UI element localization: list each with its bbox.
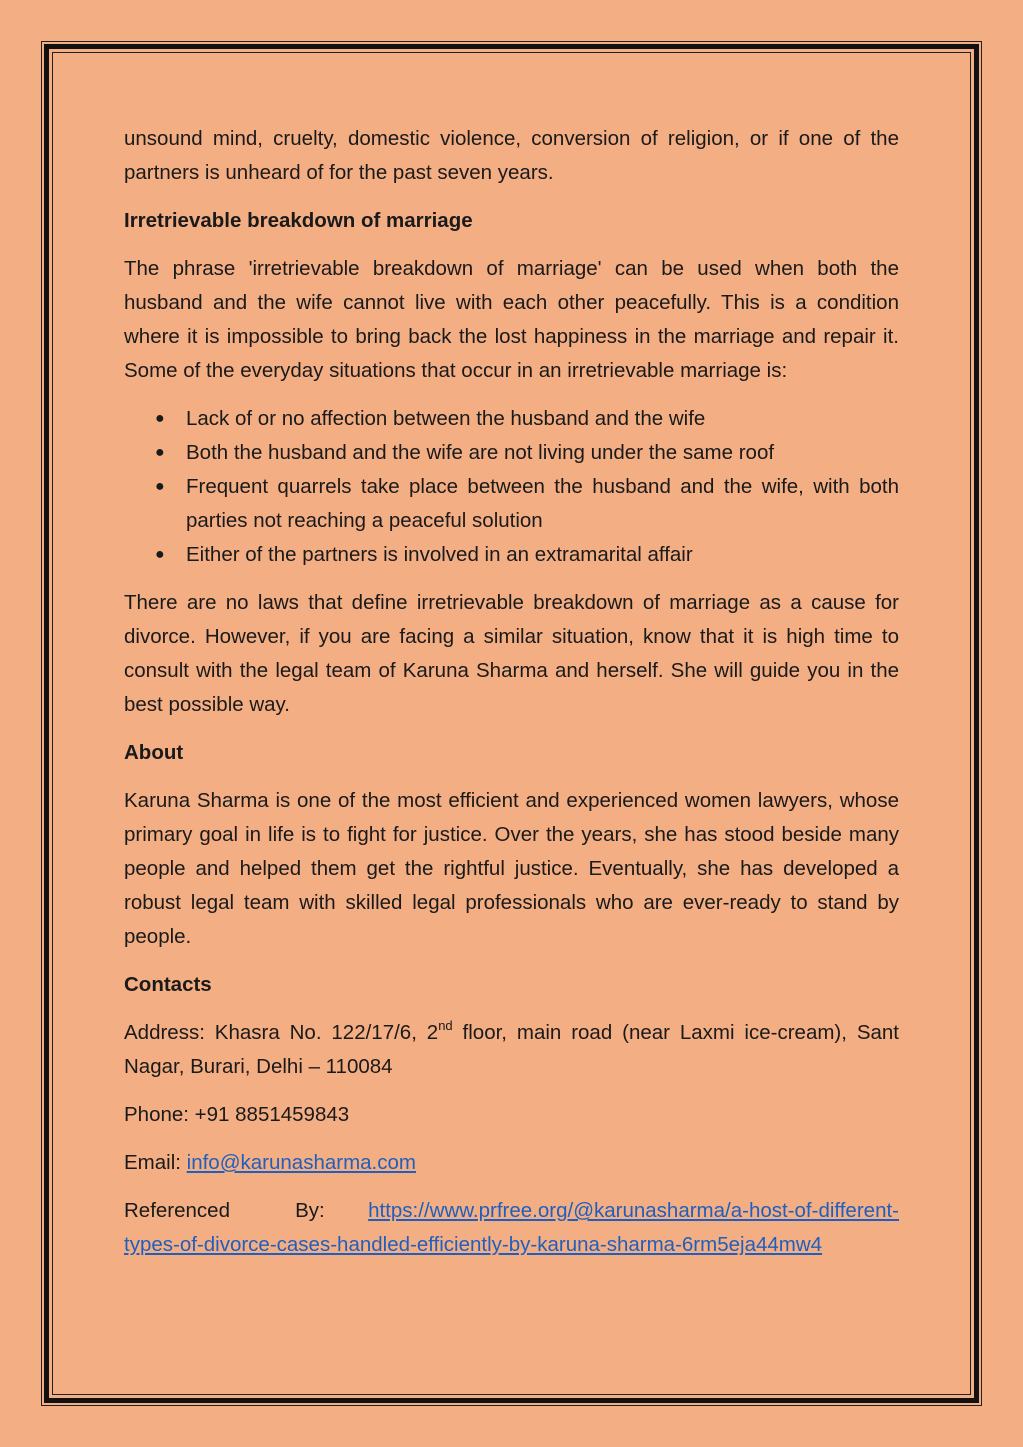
document-body <box>124 122 899 1276</box>
referenced-link-part2[interactable]: types-of-divorce-cases-handled-efficiently-by-karuna-sharma-6rm5eja44mw4 <box>124 1233 823 1256</box>
referenced-line-continued <box>124 1228 899 1262</box>
address-line <box>124 1016 899 1084</box>
list-item-text: Frequent quarrels take place between the husband and the wife, with both parties not reaching a peaceful solution <box>186 475 899 532</box>
address-suffix: floor, main road (near Laxmi ice-cream), Sant Nagar, Burari, Delhi – 110084 <box>124 1021 900 1078</box>
referenced-label: Referenced By: <box>124 1199 369 1222</box>
breakdown-heading: Irretrievable breakdown of marriage <box>124 209 473 232</box>
list-item <box>124 470 899 538</box>
about-heading: About <box>124 741 184 764</box>
bullet-icon: ● <box>155 478 165 495</box>
breakdown-situations-list <box>124 402 899 572</box>
list-item <box>124 402 899 436</box>
intro-continued-paragraph: unsound mind, cruelty, domestic violence, conversion of religion, or if one of the partners is unheard of for the past seven years. <box>124 127 899 184</box>
contacts-heading: Contacts <box>124 973 212 996</box>
email-label: Email: <box>124 1151 187 1174</box>
about-paragraph: Karuna Sharma is one of the most efficient and experienced women lawyers, whose primary goal in life is to fight for justice. Over the years, she has stood beside many people and helped them get the rightful justice. Eventually, she has developed a robust legal team with skilled legal professionals who are ever-ready to stand by people. <box>124 789 899 948</box>
phone-line: Phone: +91 8851459843 <box>124 1103 350 1126</box>
email-line <box>124 1146 899 1180</box>
address-prefix: Address: Khasra No. 122/17/6, 2 <box>124 1021 439 1044</box>
bullet-icon: ● <box>155 410 165 427</box>
list-item-text: Both the husband and the wife are not living under the same roof <box>186 441 775 464</box>
list-item-text: Either of the partners is involved in an extramarital affair <box>186 543 693 566</box>
referenced-link-part1[interactable]: https://www.prfree.org/@karunasharma/a-host-of-different- <box>368 1199 899 1222</box>
referenced-line <box>124 1194 899 1228</box>
bullet-icon: ● <box>155 546 165 563</box>
address-superscript: nd <box>438 1018 453 1034</box>
list-item <box>124 436 899 470</box>
email-link[interactable]: info@karunasharma.com <box>186 1151 416 1174</box>
bullet-icon: ● <box>155 444 165 461</box>
breakdown-paragraph: The phrase 'irretrievable breakdown of marriage' can be used when both the husband and the wife cannot live with each other peacefully. This is a condition where it is impossible to bring back the lost happiness in the marriage and repair it. Some of the everyday situations that occur in an irretrievable marriage is: <box>124 257 899 382</box>
breakdown-conclusion-paragraph: There are no laws that define irretrievable breakdown of marriage as a cause for divorce. However, if you are facing a similar situation, know that it is high time to consult with the legal team of Karuna Sharma and herself. She will guide you in the best possible way. <box>124 591 899 716</box>
list-item-text: Lack of or no affection between the husband and the wife <box>186 407 706 430</box>
list-item <box>124 538 899 572</box>
